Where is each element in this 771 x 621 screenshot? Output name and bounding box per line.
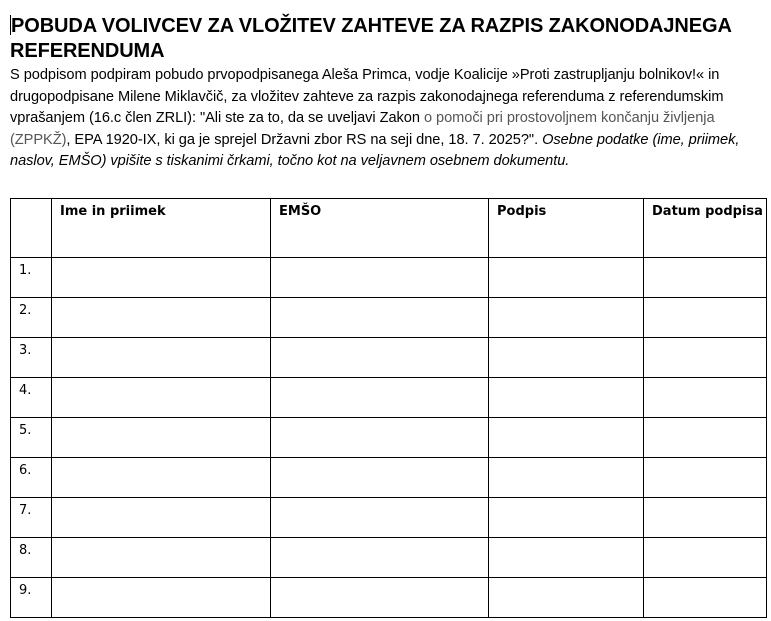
row-number: 8.: [11, 538, 52, 578]
row-number: 2.: [11, 298, 52, 338]
row-number: 5.: [11, 418, 52, 458]
emso-cell[interactable]: [271, 298, 489, 338]
emso-cell[interactable]: [271, 378, 489, 418]
signature-cell[interactable]: [489, 298, 644, 338]
signature-cell[interactable]: [489, 538, 644, 578]
signature-table: [10, 198, 767, 618]
emso-cell[interactable]: [271, 538, 489, 578]
intro-law-name: o pomoči pri prostovoljnem končanju življenja (ZPPKŽ): [10, 110, 715, 148]
name-cell[interactable]: [52, 418, 271, 458]
signature-cell[interactable]: [489, 418, 644, 458]
table-row: [11, 338, 767, 378]
name-cell[interactable]: [52, 458, 271, 498]
emso-cell[interactable]: [271, 418, 489, 458]
date-cell[interactable]: [644, 418, 767, 458]
table-row: [11, 578, 767, 618]
intro-text-1: S podpisom podpiram pobudo prvopodpisanega Aleša Primca, vodje Koalicije »Proti zastrupljanju bolnikov!« in drugopodpisane Milene Miklavčič, za vložitev zahteve za razpis zakonodajnega referenduma z referendumskim vprašanjem (16.c člen ZRLI): "Ali ste za to, da se uveljavi Zakon: [10, 67, 724, 127]
signature-cell[interactable]: [489, 578, 644, 618]
row-number: 9.: [11, 578, 52, 618]
signature-cell[interactable]: [489, 458, 644, 498]
name-cell[interactable]: [52, 498, 271, 538]
name-cell[interactable]: [52, 258, 271, 298]
name-cell[interactable]: [52, 338, 271, 378]
name-cell[interactable]: [52, 378, 271, 418]
emso-cell[interactable]: [271, 498, 489, 538]
intro-paragraph: [10, 65, 768, 173]
date-cell[interactable]: [644, 298, 767, 338]
intro-text-2: , EPA 1920-IX, ki ga je sprejel Državni zbor RS na seji dne, 18. 7. 2025?".: [66, 131, 543, 148]
header-number: [11, 199, 52, 258]
emso-cell[interactable]: [271, 458, 489, 498]
header-emso: EMŠO: [271, 199, 489, 258]
document: [10, 14, 768, 173]
intro-instructions: Osebne podatke (ime, priimek, naslov, EMŠO) vpišite s tiskanimi črkami, točno kot na veljavnem osebnem dokumentu.: [10, 131, 740, 170]
table-row: [11, 258, 767, 298]
emso-cell[interactable]: [271, 578, 489, 618]
document-title: [10, 14, 768, 64]
row-number: 4.: [11, 378, 52, 418]
date-cell[interactable]: [644, 578, 767, 618]
header-date: Datum podpisa: [644, 199, 767, 258]
row-number: 6.: [11, 458, 52, 498]
header-name: Ime in priimek: [52, 199, 271, 258]
table-row: [11, 458, 767, 498]
name-cell[interactable]: [52, 298, 271, 338]
table-row: [11, 298, 767, 338]
table-header-row: [11, 199, 767, 258]
signature-cell[interactable]: [489, 498, 644, 538]
table-row: [11, 378, 767, 418]
row-number: 3.: [11, 338, 52, 378]
date-cell[interactable]: [644, 378, 767, 418]
emso-cell[interactable]: [271, 258, 489, 298]
date-cell[interactable]: [644, 338, 767, 378]
signature-cell[interactable]: [489, 378, 644, 418]
date-cell[interactable]: [644, 258, 767, 298]
header-signature: Podpis: [489, 199, 644, 258]
table-row: [11, 538, 767, 578]
row-number: 7.: [11, 498, 52, 538]
row-number: 1.: [11, 258, 52, 298]
signature-cell[interactable]: [489, 258, 644, 298]
emso-cell[interactable]: [271, 338, 489, 378]
date-cell[interactable]: [644, 458, 767, 498]
table-row: [11, 418, 767, 458]
date-cell[interactable]: [644, 538, 767, 578]
date-cell[interactable]: [644, 498, 767, 538]
name-cell[interactable]: [52, 538, 271, 578]
signature-cell[interactable]: [489, 338, 644, 378]
name-cell[interactable]: [52, 578, 271, 618]
table-row: [11, 498, 767, 538]
title-text: POBUDA VOLIVCEV ZA VLOŽITEV ZAHTEVE ZA RAZPIS ZAKONODAJNEGA REFERENDUMA: [10, 15, 732, 62]
